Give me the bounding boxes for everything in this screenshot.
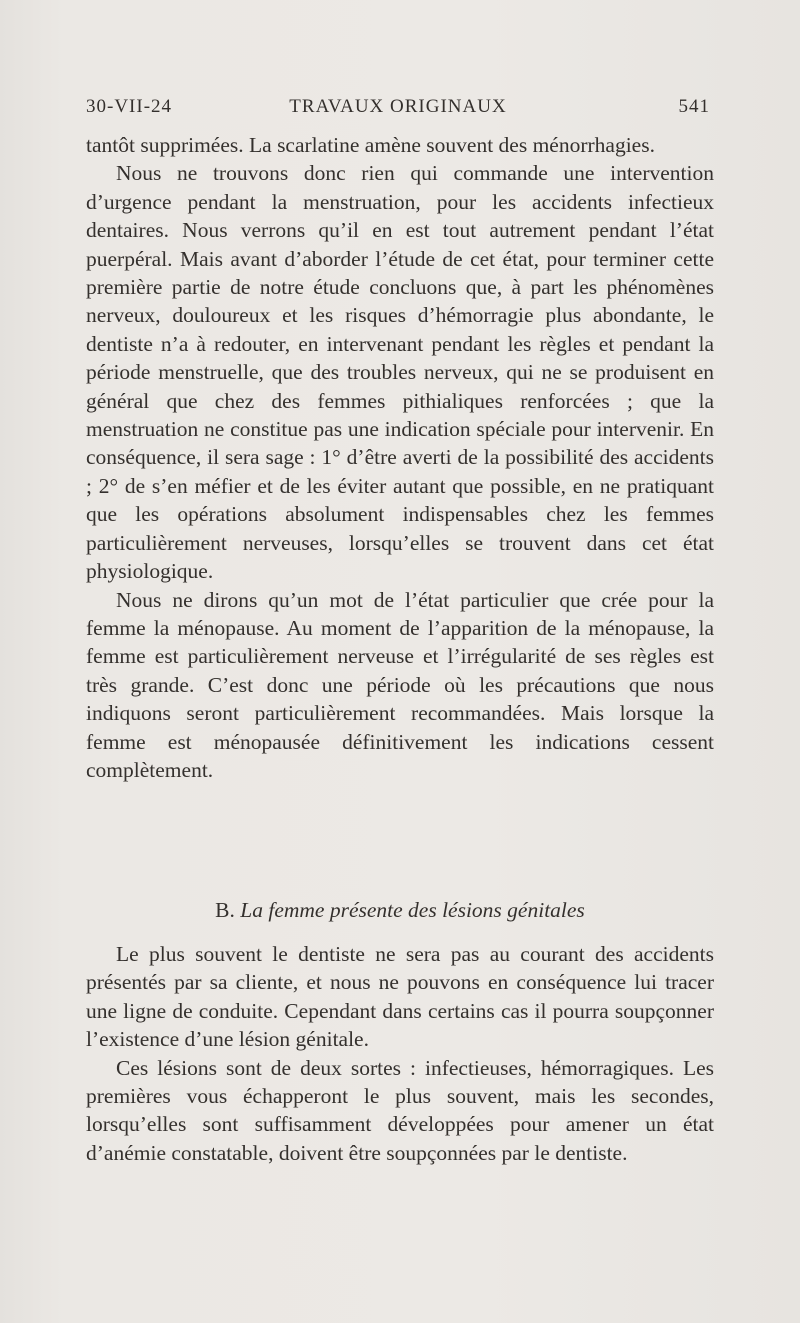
paragraph: Nous ne dirons qu’un mot de l’état particulier que crée pour la femme la ménopause. Au moment de l’apparition de la ménopause, la femme est particulièrement nerveuse et l’irrégularité de ses règles est très grande. C’est donc une période où les précautions que nous indiquons seront particulièrement recommandées. Mais lorsque la femme est ménopausée définitivement les indications cessent complètement. — [86, 587, 714, 782]
paragraph: Le plus souvent le dentiste ne sera pas au courant des accidents présentés par sa cliente, et nous ne pouvons en conséquence lui tracer une ligne de conduite. Cependant dans certains cas il pourra soupçonner l’existence d’une lésion génitale. — [86, 942, 714, 1052]
section-title: La femme présente des lésions génitales — [240, 898, 585, 922]
text-block-after-section — [86, 940, 714, 1167]
paragraph: Nous ne trouvons donc rien qui commande une intervention d’urgence pendant la menstruation, pour les accidents infectieux dentaires. Nous verrons qu’il en est tout autrement pendant l’état puerpéral. Mais avant d’aborder l’étude de cet état, pour terminer cette première partie de notre étude concluons que, à part les phénomènes nerveux, douloureux et les risques d’hémorragie plus abondante, le dentiste n’a à redouter, en intervenant pendant les règles et pendant la période menstruelle, que des troubles nerveux, qui ne se produisent en général que chez des femmes pithialiques renforcées ; que la menstruation ne constitue pas une indication spéciale pour intervenir. En conséquence, il sera sage : 1° d’être averti de la possibilité des accidents ; 2° de s’en méfier et de les éviter autant que possible, en ne pratiquant que les opérations absolument indispensables chez les femmes particulièrement nerveuses, lorsqu’elles se trouvent dans cet état physiologique. — [86, 161, 714, 584]
text-block-before-section — [86, 131, 714, 784]
section-letter: B. — [215, 898, 235, 922]
section-heading — [86, 896, 714, 924]
header-date: 30-VII-24 — [86, 96, 173, 117]
running-header — [86, 96, 710, 124]
paragraph: tantôt supprimées. La scarlatine amène souvent des ménorrhagies. — [86, 133, 655, 157]
paragraph: Ces lésions sont de deux sortes : infectieuses, hémorragiques. Les premières vous échapperont le plus souvent, mais les secondes, lorsqu’elles sont suffisamment développées pour amener un état d’anémie constatable, doivent être soupçonnées par le dentiste. — [86, 1055, 714, 1165]
page-number: 541 — [678, 96, 710, 117]
header-title: TRAVAUX ORIGINAUX — [289, 96, 507, 117]
